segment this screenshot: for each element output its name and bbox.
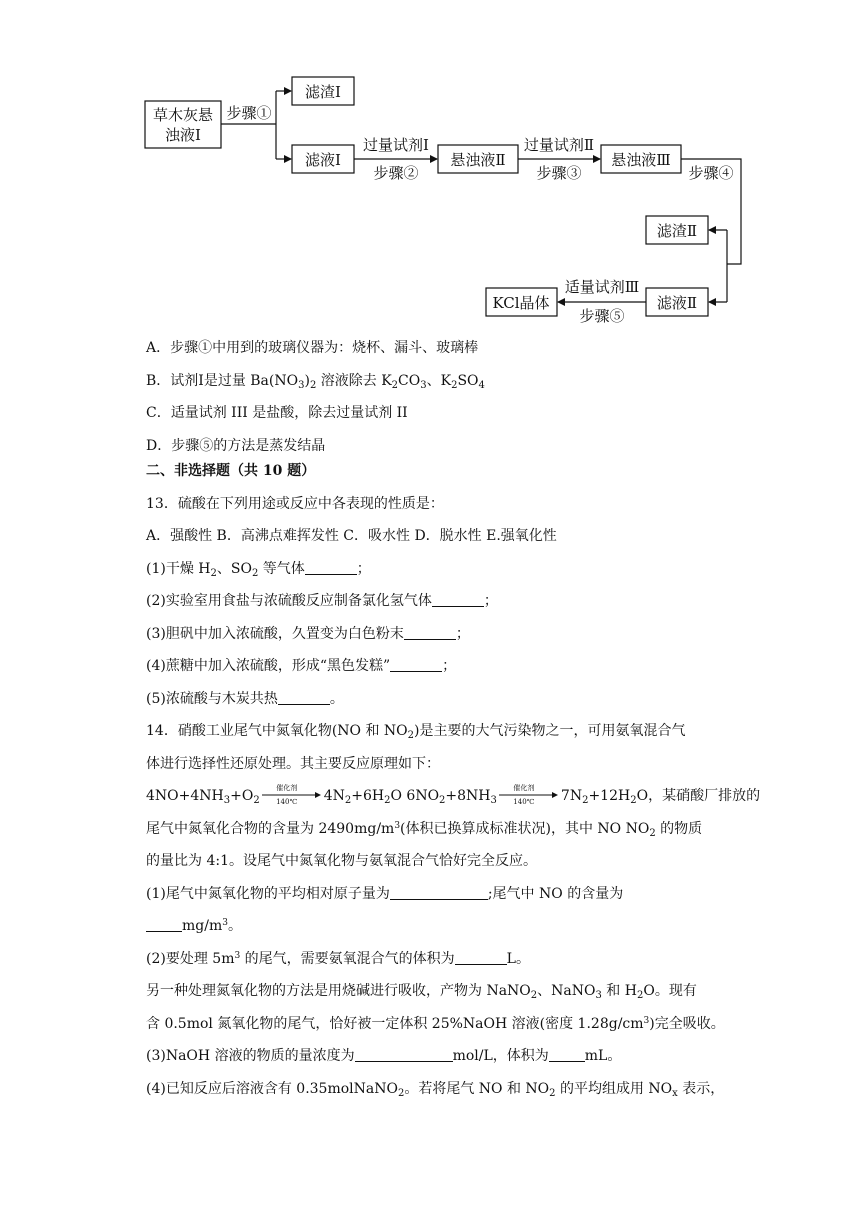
- answer-blank[interactable]: [355, 1047, 453, 1062]
- start-label-2: 浊液Ⅰ: [165, 126, 201, 144]
- step1-label: 步骤①: [226, 104, 272, 122]
- q13-part5: (5)浓硫酸与木炭共热 。: [146, 690, 344, 707]
- q14-part1-cont: $mg/m^3$。: [146, 916, 726, 936]
- q14-line9: 另一种处理氮氧化物的方法是用烧碱进行吸收，产物为 NaNO$_2$、NaNO$_3$ 和 $H_2O$。现有: [146, 983, 697, 1001]
- q13-stem: 13．硫酸在下列用途或反应中各表现的性质是：: [146, 495, 444, 512]
- q13-options: A．强酸性 B．高沸点难挥发性 C．吸水性 D．脱水性 E.强氧化性: [146, 528, 557, 544]
- q14-line5: 的量比为 4:1。设尾气中氮氧化物与氨氧混合气恰好完全反应。: [146, 853, 537, 869]
- answer-blank[interactable]: [390, 885, 488, 900]
- reaction-arrow: 催化剂 140℃: [262, 786, 322, 806]
- answer-blank[interactable]: [305, 560, 357, 575]
- reagent2-label: 过量试剂Ⅱ: [523, 136, 595, 154]
- q14-part4: (4)已知反应后溶液含有 0.35molNaNO$_2$。若将尾气 NO 和 $NO_2$ 的平均组成用 $NO_x$ 表示，: [146, 1080, 725, 1099]
- q13-part2: (2)实验室用食盐与浓硫酸反应制备氯化氢气体 ；: [146, 593, 498, 609]
- answer-blank[interactable]: [390, 657, 442, 672]
- q12-option-d: D．步骤⑤的方法是蒸发结晶: [146, 437, 326, 454]
- q13-part3: (3)胆矾中加入浓硫酸，久置变为白色粉末 ；: [146, 625, 470, 642]
- q14-line10: 含 0.5mol 氮氧化物的尾气，恰好被一定体积 25%NaOH 溶液(密度 $1.28g/cm^3$)完全吸收。: [146, 1015, 725, 1032]
- q14-equations: $4NO+4NH_3+O_2$ 催化剂 140℃ $4N_2+6H_2O$ $6NO_2+8NH_3$ 催化剂 140℃ $7N_2+12H_2O$，某硝酸厂排放的: [146, 784, 761, 806]
- q12-option-c: C．适量试剂 III 是盐酸，除去过量试剂 II: [146, 405, 408, 421]
- step4-label: 步骤④: [688, 164, 734, 182]
- q14-line4: 尾气中氮氧化合物的含量为 $2490mg/m^3$(体积已换算成标准状况)，其中 NO $NO_2$ 的物质: [146, 820, 703, 839]
- q14-part1: (1)尾气中氮氧化物的平均相对原子量为 ;尾气中 NO 的含量为: [146, 885, 624, 902]
- susp3-label: 悬浊液Ⅲ: [611, 151, 671, 169]
- residue2-label: 滤渣Ⅱ: [656, 222, 698, 240]
- q14-line1: 14．硝酸工业尾气中氮氧化物(NO 和 $NO_2$)是主要的大气污染物之一，可用氨氧混合气: [146, 723, 686, 741]
- q14-part2: (2)要处理 $5m^3$ 的尾气，需要氨氧混合气的体积为 L。: [146, 950, 530, 967]
- start-label-1: 草木灰悬: [152, 106, 214, 124]
- filtrate1-label: 滤液Ⅰ: [305, 151, 341, 169]
- residue1-label: 滤渣Ⅰ: [305, 83, 341, 101]
- q14-line2: 体进行选择性还原处理。其主要反应原理如下：: [146, 755, 440, 772]
- q13-part1: (1)干燥 $H_2$、$SO_2$ 等气体 ；: [146, 560, 371, 579]
- question-content: [146, 338, 761, 1111]
- filtrate2-label: 滤液Ⅱ: [656, 294, 698, 312]
- answer-blank[interactable]: [146, 917, 182, 932]
- answer-blank[interactable]: [455, 950, 507, 965]
- answer-blank[interactable]: [549, 1047, 585, 1062]
- answer-blank[interactable]: [432, 592, 484, 607]
- q12-option-a: A．步骤①中用到的玻璃仪器为：烧杯、漏斗、玻璃棒: [146, 340, 479, 356]
- product-label: KCl晶体: [492, 294, 550, 312]
- reagent1-label: 过量试剂Ⅰ: [363, 136, 429, 154]
- step2-label: 步骤②: [373, 164, 419, 182]
- step3-label: 步骤③: [536, 164, 582, 182]
- step5-label: 步骤⑤: [579, 307, 625, 325]
- answer-blank[interactable]: [278, 690, 330, 705]
- susp2-label: 悬浊液Ⅱ: [450, 151, 506, 169]
- answer-blank[interactable]: [404, 625, 456, 640]
- section-title: 二、非选择题（共 10 题）: [146, 463, 316, 479]
- reaction-arrow: 催化剂 140℃: [499, 786, 559, 806]
- q12-option-b: B．试剂I是过量 $Ba(NO_3)_2$ 溶液除去 $K_2CO_3$、$K_2SO_4$: [146, 372, 485, 391]
- q13-part4: (4)蔗糖中加入浓硫酸，形成“黑色发糕” ；: [146, 658, 457, 674]
- reagent3-label: 适量试剂Ⅲ: [564, 278, 640, 296]
- process-flowchart: [0, 0, 860, 330]
- q14-part3: (3)NaOH 溶液的物质的量浓度为 mol/L，体积为 mL。: [146, 1048, 622, 1064]
